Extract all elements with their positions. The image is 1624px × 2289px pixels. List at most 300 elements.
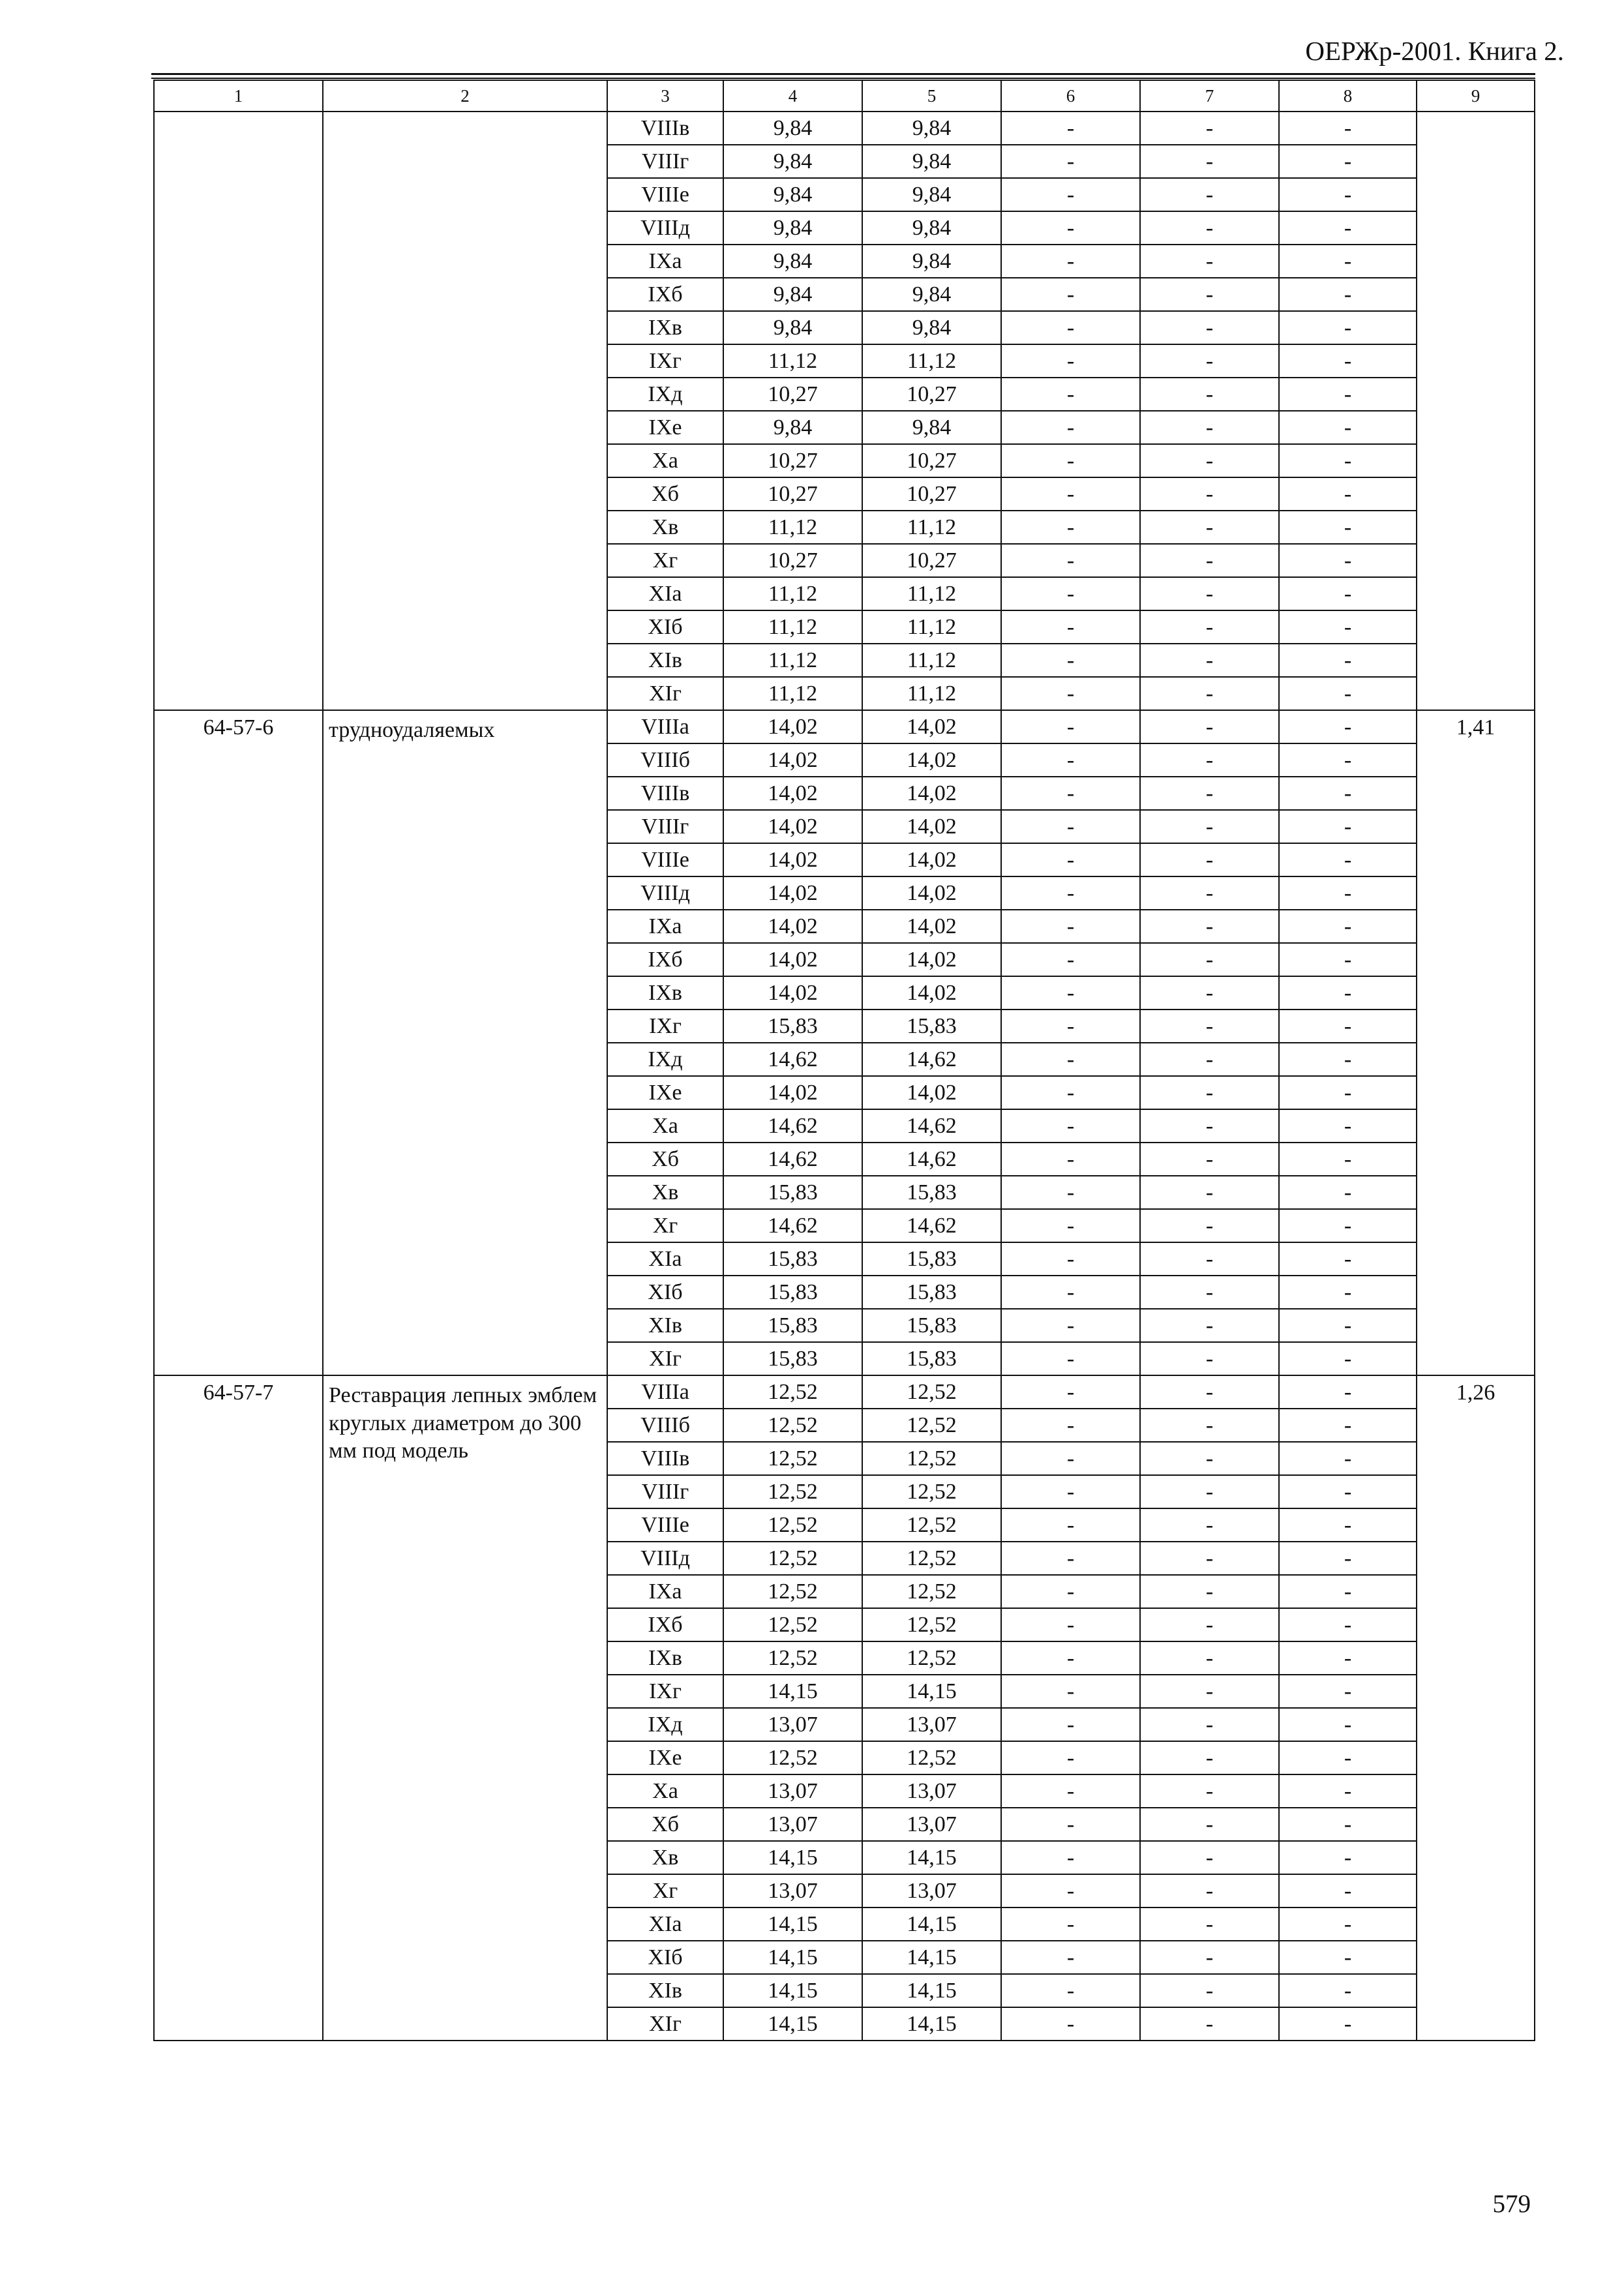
col8-value: - (1279, 1841, 1417, 1874)
col6-value: - (1001, 544, 1140, 577)
zone-cell: VIIIд (607, 1542, 723, 1575)
col7-value: - (1140, 1409, 1279, 1442)
col7-value: - (1140, 245, 1279, 278)
zone-cell: IXа (607, 1575, 723, 1608)
col7-value: - (1140, 477, 1279, 511)
col4-value: 9,84 (723, 145, 862, 178)
col7-value: - (1140, 411, 1279, 444)
col8-value: - (1279, 1508, 1417, 1542)
col8-value: - (1279, 1741, 1417, 1774)
zone-cell: Xв (607, 1176, 723, 1209)
col7-value: - (1140, 1841, 1279, 1874)
col4-value: 13,07 (723, 1774, 862, 1808)
col7-value: - (1140, 1010, 1279, 1043)
zone-cell: VIIIг (607, 145, 723, 178)
col4-value: 12,52 (723, 1608, 862, 1641)
zone-cell: IXб (607, 1608, 723, 1641)
zone-cell: IXб (607, 278, 723, 311)
col6-value: - (1001, 1209, 1140, 1242)
table-row (154, 112, 1535, 145)
col4-value: 9,84 (723, 211, 862, 245)
zone-cell: VIIIд (607, 211, 723, 245)
col4-value: 14,62 (723, 1209, 862, 1242)
col8-value: - (1279, 876, 1417, 910)
col4-value: 14,15 (723, 1908, 862, 1941)
col6-value: - (1001, 610, 1140, 644)
col5-value: 11,12 (862, 644, 1001, 677)
item-name: Реставрация лепных эмблем круглых диаметром до 300 мм под модель (323, 1375, 607, 2041)
header-rule (151, 78, 1535, 79)
item-name (323, 112, 607, 710)
col6-value: - (1001, 1375, 1140, 1409)
col7-value: - (1140, 1209, 1279, 1242)
zone-cell: Xа (607, 1774, 723, 1808)
col5-value: 14,02 (862, 743, 1001, 777)
col8-value: - (1279, 1242, 1417, 1276)
col4-value: 15,83 (723, 1342, 862, 1375)
col4-value: 14,02 (723, 943, 862, 976)
zone-cell: IXв (607, 311, 723, 344)
col6-value: - (1001, 1508, 1140, 1542)
zone-cell: Xб (607, 1808, 723, 1841)
col8-value: - (1279, 477, 1417, 511)
col8-value: - (1279, 1808, 1417, 1841)
column-number: 1 (154, 80, 323, 112)
col7-value: - (1140, 1941, 1279, 1974)
col5-value: 9,84 (862, 311, 1001, 344)
col6-value: - (1001, 145, 1140, 178)
col6-value: - (1001, 311, 1140, 344)
col8-value: - (1279, 1309, 1417, 1342)
col7-value: - (1140, 1342, 1279, 1375)
col6-value: - (1001, 477, 1140, 511)
col7-value: - (1140, 1808, 1279, 1841)
col5-value: 14,02 (862, 943, 1001, 976)
zone-cell: VIIIе (607, 1508, 723, 1542)
col8-value: - (1279, 1209, 1417, 1242)
col5-value: 9,84 (862, 112, 1001, 145)
col6-value: - (1001, 1409, 1140, 1442)
col5-value: 15,83 (862, 1176, 1001, 1209)
col5-value: 9,84 (862, 245, 1001, 278)
zone-cell: Xг (607, 1874, 723, 1908)
col6-value: - (1001, 1774, 1140, 1808)
zone-cell: IXв (607, 976, 723, 1010)
col7-value: - (1140, 843, 1279, 876)
col7-value: - (1140, 444, 1279, 477)
col6-value: - (1001, 1808, 1140, 1841)
zone-cell: Xа (607, 1109, 723, 1143)
col5-value: 12,52 (862, 1508, 1001, 1542)
col6-value: - (1001, 677, 1140, 710)
col7-value: - (1140, 1774, 1279, 1808)
col4-value: 9,84 (723, 245, 862, 278)
column-number: 8 (1279, 80, 1417, 112)
col5-value: 12,52 (862, 1409, 1001, 1442)
zone-cell: VIIIв (607, 777, 723, 810)
col8-value: - (1279, 1442, 1417, 1475)
col5-value: 11,12 (862, 610, 1001, 644)
col8-value: - (1279, 1076, 1417, 1109)
col4-value: 10,27 (723, 378, 862, 411)
zone-cell: VIIIг (607, 810, 723, 843)
col4-value: 14,62 (723, 1109, 862, 1143)
col5-value: 14,15 (862, 1675, 1001, 1708)
col7-value: - (1140, 378, 1279, 411)
col8-value: - (1279, 743, 1417, 777)
col6-value: - (1001, 1575, 1140, 1608)
col8-value: - (1279, 577, 1417, 610)
col7-value: - (1140, 145, 1279, 178)
col4-value: 13,07 (723, 1708, 862, 1741)
col5-value: 13,07 (862, 1808, 1001, 1841)
col8-value: - (1279, 145, 1417, 178)
col6-value: - (1001, 743, 1140, 777)
zone-cell: Xг (607, 1209, 723, 1242)
col7-value: - (1140, 1641, 1279, 1675)
col6-value: - (1001, 1841, 1140, 1874)
col4-value: 12,52 (723, 1442, 862, 1475)
col4-value: 12,52 (723, 1641, 862, 1675)
col4-value: 12,52 (723, 1575, 862, 1608)
col6-value: - (1001, 843, 1140, 876)
col5-value: 14,02 (862, 777, 1001, 810)
col5-value: 15,83 (862, 1309, 1001, 1342)
col6-value: - (1001, 178, 1140, 211)
col7-value: - (1140, 1874, 1279, 1908)
col6-value: - (1001, 444, 1140, 477)
zone-cell: VIIIв (607, 1442, 723, 1475)
zone-cell: XIг (607, 1342, 723, 1375)
col8-value: - (1279, 810, 1417, 843)
col4-value: 14,02 (723, 976, 862, 1010)
col6-value: - (1001, 1342, 1140, 1375)
table-row (154, 1375, 1535, 1409)
col6-value: - (1001, 278, 1140, 311)
col7-value: - (1140, 1375, 1279, 1409)
col7-value: - (1140, 344, 1279, 378)
col4-value: 14,02 (723, 710, 862, 743)
col5-value: 14,15 (862, 2007, 1001, 2041)
col6-value: - (1001, 943, 1140, 976)
col7-value: - (1140, 1143, 1279, 1176)
col4-value: 11,12 (723, 644, 862, 677)
col6-value: - (1001, 1908, 1140, 1941)
col8-value: - (1279, 1774, 1417, 1808)
col4-value: 14,15 (723, 1675, 862, 1708)
col4-value: 15,83 (723, 1276, 862, 1309)
col5-value: 11,12 (862, 511, 1001, 544)
col4-value: 14,02 (723, 843, 862, 876)
col4-value: 13,07 (723, 1808, 862, 1841)
header-rule (151, 73, 1535, 75)
col4-value: 12,52 (723, 1375, 862, 1409)
col6-value: - (1001, 1475, 1140, 1508)
col5-value: 15,83 (862, 1010, 1001, 1043)
col7-value: - (1140, 644, 1279, 677)
col5-value: 14,62 (862, 1143, 1001, 1176)
col4-value: 11,12 (723, 577, 862, 610)
col6-value: - (1001, 1242, 1140, 1276)
col4-value: 15,83 (723, 1242, 862, 1276)
column-number: 2 (323, 80, 607, 112)
col6-value: - (1001, 710, 1140, 743)
col7-value: - (1140, 278, 1279, 311)
col6-value: - (1001, 511, 1140, 544)
col4-value: 12,52 (723, 1508, 862, 1542)
column-number: 9 (1417, 80, 1535, 112)
zone-cell: IXг (607, 1675, 723, 1708)
col4-value: 11,12 (723, 677, 862, 710)
zone-cell: IXе (607, 1741, 723, 1774)
zone-cell: VIIIа (607, 710, 723, 743)
zone-cell: IXа (607, 245, 723, 278)
col6-value: - (1001, 910, 1140, 943)
col6-value: - (1001, 777, 1140, 810)
col7-value: - (1140, 876, 1279, 910)
col9-value: 1,26 (1417, 1375, 1535, 2041)
zone-cell: XIг (607, 2007, 723, 2041)
zone-cell: IXв (607, 1641, 723, 1675)
col4-value: 14,15 (723, 2007, 862, 2041)
zone-cell: XIг (607, 677, 723, 710)
col4-value: 15,83 (723, 1309, 862, 1342)
col7-value: - (1140, 1974, 1279, 2007)
col4-value: 9,84 (723, 112, 862, 145)
col7-value: - (1140, 943, 1279, 976)
col7-value: - (1140, 777, 1279, 810)
col6-value: - (1001, 1442, 1140, 1475)
col7-value: - (1140, 1575, 1279, 1608)
col5-value: 15,83 (862, 1276, 1001, 1309)
col5-value: 10,27 (862, 544, 1001, 577)
col4-value: 14,62 (723, 1143, 862, 1176)
col4-value: 14,02 (723, 876, 862, 910)
item-code: 64-57-6 (154, 710, 323, 1375)
col8-value: - (1279, 544, 1417, 577)
col5-value: 9,84 (862, 278, 1001, 311)
col7-value: - (1140, 1276, 1279, 1309)
col4-value: 11,12 (723, 344, 862, 378)
col7-value: - (1140, 1043, 1279, 1076)
col8-value: - (1279, 1276, 1417, 1309)
col6-value: - (1001, 876, 1140, 910)
col6-value: - (1001, 1309, 1140, 1342)
col6-value: - (1001, 1941, 1140, 1974)
col8-value: - (1279, 1375, 1417, 1409)
col7-value: - (1140, 910, 1279, 943)
col5-value: 12,52 (862, 1475, 1001, 1508)
col4-value: 15,83 (723, 1176, 862, 1209)
col7-value: - (1140, 710, 1279, 743)
item-name: трудноудаляемых (323, 710, 607, 1375)
table-body (154, 80, 1535, 2041)
col4-value: 14,15 (723, 1974, 862, 2007)
col4-value: 12,52 (723, 1542, 862, 1575)
zone-cell: XIв (607, 1309, 723, 1342)
col8-value: - (1279, 1109, 1417, 1143)
col8-value: - (1279, 278, 1417, 311)
col5-value: 12,52 (862, 1608, 1001, 1641)
col6-value: - (1001, 1974, 1140, 2007)
zone-cell: Xв (607, 1841, 723, 1874)
zone-cell: VIIIд (607, 876, 723, 910)
col8-value: - (1279, 1010, 1417, 1043)
col8-value: - (1279, 511, 1417, 544)
zone-cell: VIIIг (607, 1475, 723, 1508)
col4-value: 14,15 (723, 1941, 862, 1974)
col8-value: - (1279, 1974, 1417, 2007)
col4-value: 14,02 (723, 777, 862, 810)
col6-value: - (1001, 1276, 1140, 1309)
document-header-title: ОЕРЖр-2001. Книга 2. (1305, 36, 1564, 66)
col7-value: - (1140, 211, 1279, 245)
col7-value: - (1140, 1309, 1279, 1342)
col5-value: 12,52 (862, 1375, 1001, 1409)
col5-value: 14,15 (862, 1908, 1001, 1941)
col8-value: - (1279, 943, 1417, 976)
zone-cell: XIб (607, 1941, 723, 1974)
col7-value: - (1140, 178, 1279, 211)
col4-value: 11,12 (723, 610, 862, 644)
col5-value: 14,15 (862, 1841, 1001, 1874)
col9-value (1417, 112, 1535, 710)
col7-value: - (1140, 1542, 1279, 1575)
col5-value: 14,02 (862, 843, 1001, 876)
rates-table (153, 80, 1535, 2041)
col7-value: - (1140, 1076, 1279, 1109)
col6-value: - (1001, 1741, 1140, 1774)
col8-value: - (1279, 677, 1417, 710)
zone-cell: VIIIб (607, 1409, 723, 1442)
col8-value: - (1279, 444, 1417, 477)
column-number: 4 (723, 80, 862, 112)
col5-value: 12,52 (862, 1575, 1001, 1608)
col5-value: 14,62 (862, 1043, 1001, 1076)
col5-value: 9,84 (862, 211, 1001, 245)
zone-cell: IXа (607, 910, 723, 943)
col7-value: - (1140, 1242, 1279, 1276)
col5-value: 14,02 (862, 976, 1001, 1010)
col8-value: - (1279, 378, 1417, 411)
col8-value: - (1279, 1409, 1417, 1442)
col8-value: - (1279, 211, 1417, 245)
col8-value: - (1279, 610, 1417, 644)
col7-value: - (1140, 743, 1279, 777)
col8-value: - (1279, 1043, 1417, 1076)
col5-value: 11,12 (862, 677, 1001, 710)
col6-value: - (1001, 644, 1140, 677)
col4-value: 10,27 (723, 544, 862, 577)
col8-value: - (1279, 1708, 1417, 1741)
zone-cell: IXг (607, 344, 723, 378)
col4-value: 14,02 (723, 910, 862, 943)
col6-value: - (1001, 378, 1140, 411)
col4-value: 9,84 (723, 311, 862, 344)
col7-value: - (1140, 1741, 1279, 1774)
col4-value: 12,52 (723, 1475, 862, 1508)
col8-value: - (1279, 710, 1417, 743)
col5-value: 12,52 (862, 1542, 1001, 1575)
col8-value: - (1279, 1475, 1417, 1508)
col5-value: 13,07 (862, 1874, 1001, 1908)
col8-value: - (1279, 976, 1417, 1010)
col5-value: 12,52 (862, 1442, 1001, 1475)
col5-value: 15,83 (862, 1342, 1001, 1375)
zone-cell: XIб (607, 610, 723, 644)
col5-value: 11,12 (862, 577, 1001, 610)
col7-value: - (1140, 311, 1279, 344)
col5-value: 9,84 (862, 145, 1001, 178)
col6-value: - (1001, 1076, 1140, 1109)
zone-cell: Xб (607, 477, 723, 511)
col6-value: - (1001, 1109, 1140, 1143)
col8-value: - (1279, 1675, 1417, 1708)
zone-cell: IXд (607, 1708, 723, 1741)
column-number: 7 (1140, 80, 1279, 112)
page-number: 579 (1492, 2190, 1531, 2218)
col4-value: 11,12 (723, 511, 862, 544)
zone-cell: IXд (607, 1043, 723, 1076)
col5-value: 14,15 (862, 1941, 1001, 1974)
zone-cell: XIа (607, 577, 723, 610)
col7-value: - (1140, 1442, 1279, 1475)
col4-value: 14,15 (723, 1841, 862, 1874)
col7-value: - (1140, 1608, 1279, 1641)
col8-value: - (1279, 344, 1417, 378)
col7-value: - (1140, 1508, 1279, 1542)
col8-value: - (1279, 1608, 1417, 1641)
col8-value: - (1279, 411, 1417, 444)
col4-value: 10,27 (723, 444, 862, 477)
col6-value: - (1001, 1641, 1140, 1675)
col6-value: - (1001, 1043, 1140, 1076)
col5-value: 14,02 (862, 1076, 1001, 1109)
col6-value: - (1001, 1675, 1140, 1708)
col8-value: - (1279, 1641, 1417, 1675)
col5-value: 12,52 (862, 1741, 1001, 1774)
col6-value: - (1001, 245, 1140, 278)
col7-value: - (1140, 1475, 1279, 1508)
col4-value: 9,84 (723, 411, 862, 444)
column-number: 5 (862, 80, 1001, 112)
col7-value: - (1140, 544, 1279, 577)
col8-value: - (1279, 1941, 1417, 1974)
column-number-row (154, 80, 1535, 112)
col8-value: - (1279, 178, 1417, 211)
col5-value: 14,02 (862, 876, 1001, 910)
col8-value: - (1279, 910, 1417, 943)
col7-value: - (1140, 610, 1279, 644)
col4-value: 14,02 (723, 1076, 862, 1109)
zone-cell: IXе (607, 1076, 723, 1109)
col4-value: 14,02 (723, 810, 862, 843)
item-code: 64-57-7 (154, 1375, 323, 2041)
col6-value: - (1001, 1708, 1140, 1741)
col6-value: - (1001, 1010, 1140, 1043)
col5-value: 10,27 (862, 378, 1001, 411)
col6-value: - (1001, 211, 1140, 245)
col8-value: - (1279, 1874, 1417, 1908)
column-number: 3 (607, 80, 723, 112)
zone-cell: VIIIе (607, 843, 723, 876)
col5-value: 11,12 (862, 344, 1001, 378)
col7-value: - (1140, 976, 1279, 1010)
col7-value: - (1140, 1109, 1279, 1143)
col5-value: 14,02 (862, 710, 1001, 743)
col6-value: - (1001, 411, 1140, 444)
col5-value: 13,07 (862, 1774, 1001, 1808)
